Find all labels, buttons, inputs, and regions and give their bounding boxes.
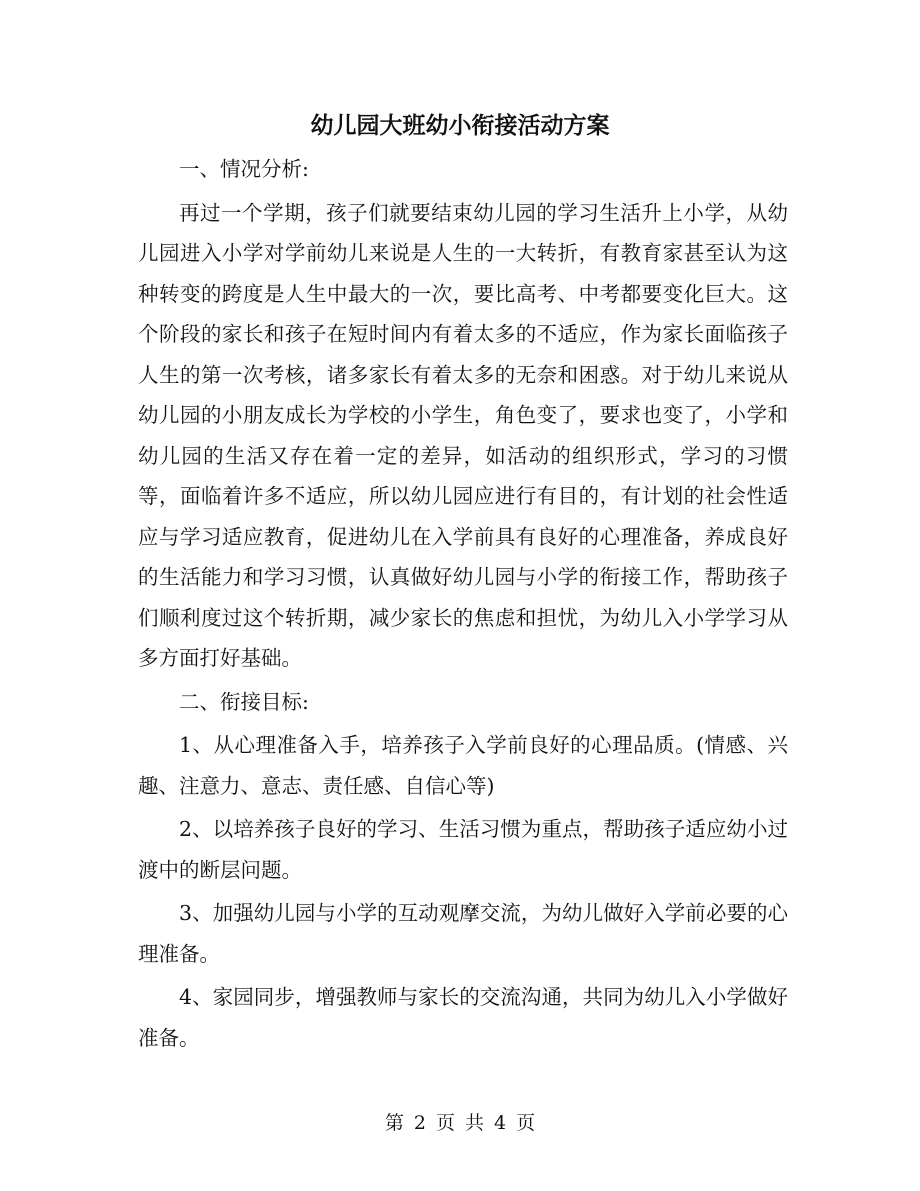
section-heading-analysis: 一、情况分析: <box>179 157 309 181</box>
document-title: 幼儿园大班幼小衔接活动方案 <box>310 112 610 139</box>
goal-item: 2、以培养孩子良好的学习、生活习惯为重点，帮助孩子适应幼小过渡中的断层问题。 <box>138 817 788 882</box>
document-body <box>138 149 788 1058</box>
analysis-paragraph: 再过一个学期，孩子们就要结束幼儿园的学习生活升上小学，从幼儿园进入小学对学前幼儿来说是人生的一大转折，有教育家甚至认为这种转变的跨度是人生中最大的一次，要比高考、中考都要变化巨大。这个阶段的家长和孩子在短时间内有着太多的不适应，作为家长面临孩子人生的第一次考核，诸多家长有着太多的无奈和困惑。对于幼儿来说从幼儿园的小朋友成长为学校的小学生，角色变了，要求也变了，小学和幼儿园的生活又存在着一定的差异，如活动的组织形式，学习的习惯等，面临着许多不适应，所以幼儿园应进行有目的，有计划的社会性适应与学习适应教育，促进幼儿在入学前具有良好的心理准备，养成良好的生活能力和学习习惯，认真做好幼儿园与小学的衔接工作，帮助孩子们顺利度过这个转折期，减少家长的焦虑和担忧，为幼儿入小学学习从多方面打好基础。 <box>138 200 788 670</box>
goal-item: 3、加强幼儿园与小学的互动观摩交流，为幼儿做好入学前必要的心理准备。 <box>138 901 788 966</box>
goal-item: 4、家园同步，增强教师与家长的交流沟通，共同为幼儿入小学做好准备。 <box>138 985 788 1050</box>
page-number-footer: 第 2 页 共 4 页 <box>384 1112 536 1134</box>
goal-item: 1、从心理准备入手，培养孩子入学前良好的心理品质。(情感、兴趣、注意力、意志、责任感、自信心等) <box>138 733 788 798</box>
section-heading-goals: 二、衔接目标: <box>179 689 309 714</box>
